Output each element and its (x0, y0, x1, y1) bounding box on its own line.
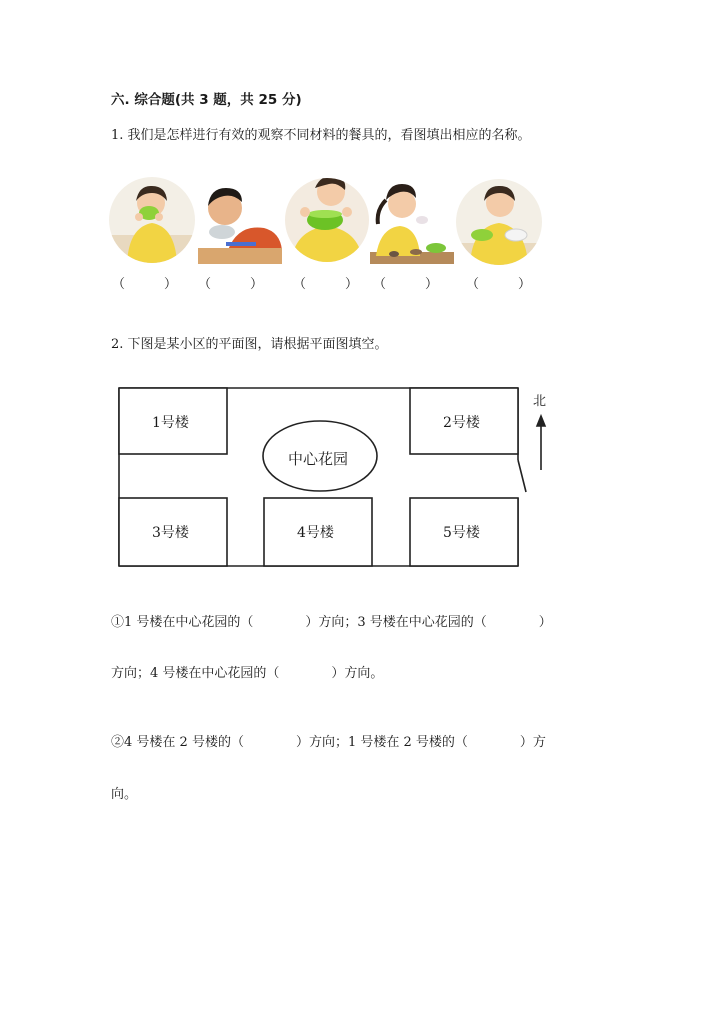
sub-question-2-line-1: ②4 号楼在 2 号楼的（ ）方向；1 号楼在 2 号楼的（ ）方 (111, 735, 546, 750)
child-holding-green-bowl-close-photo (285, 178, 369, 262)
building-3-label: 3号楼 (152, 525, 189, 541)
answer-blank-3[interactable]: （ ） (293, 277, 359, 292)
boy-smelling-bowl-photo (198, 180, 282, 264)
section-title: 六. 综合题(共 3 题，共 25 分) (111, 92, 302, 108)
north-label: 北 (533, 394, 547, 409)
building-5-label: 5号楼 (443, 525, 480, 541)
north-arrow-icon (537, 416, 545, 470)
building-2-label: 2号楼 (443, 415, 480, 431)
answer-blank-5[interactable]: （ ） (466, 277, 532, 292)
girl-tasting-with-bowls-photo (370, 180, 454, 264)
answer-blank-2[interactable]: （ ） (198, 277, 264, 292)
answer-blank-4[interactable]: （ ） (373, 277, 439, 292)
child-comparing-two-bowls-photo (456, 179, 542, 265)
building-4-label: 4号楼 (297, 525, 334, 541)
sub-question-1-line-1: ①1 号楼在中心花园的（ ）方向；3 号楼在中心花园的（ ） (111, 615, 552, 630)
answer-blank-1[interactable]: （ ） (112, 277, 178, 292)
community-floor-plan (110, 380, 560, 580)
building-1-label: 1号楼 (152, 415, 189, 431)
sub-question-2-line-2: 向。 (111, 787, 138, 802)
sub-question-1-line-2: 方向；4 号楼在中心花园的（ ）方向。 (111, 666, 384, 681)
question-1-text: 1. 我们是怎样进行有效的观察不同材料的餐具的，看图填出相应的名称。 (111, 128, 531, 143)
child-holding-green-bowl-photo (109, 177, 195, 263)
question-2-text: 2. 下图是某小区的平面图，请根据平面图填空。 (111, 337, 388, 352)
central-garden-label: 中心花园 (288, 450, 349, 468)
